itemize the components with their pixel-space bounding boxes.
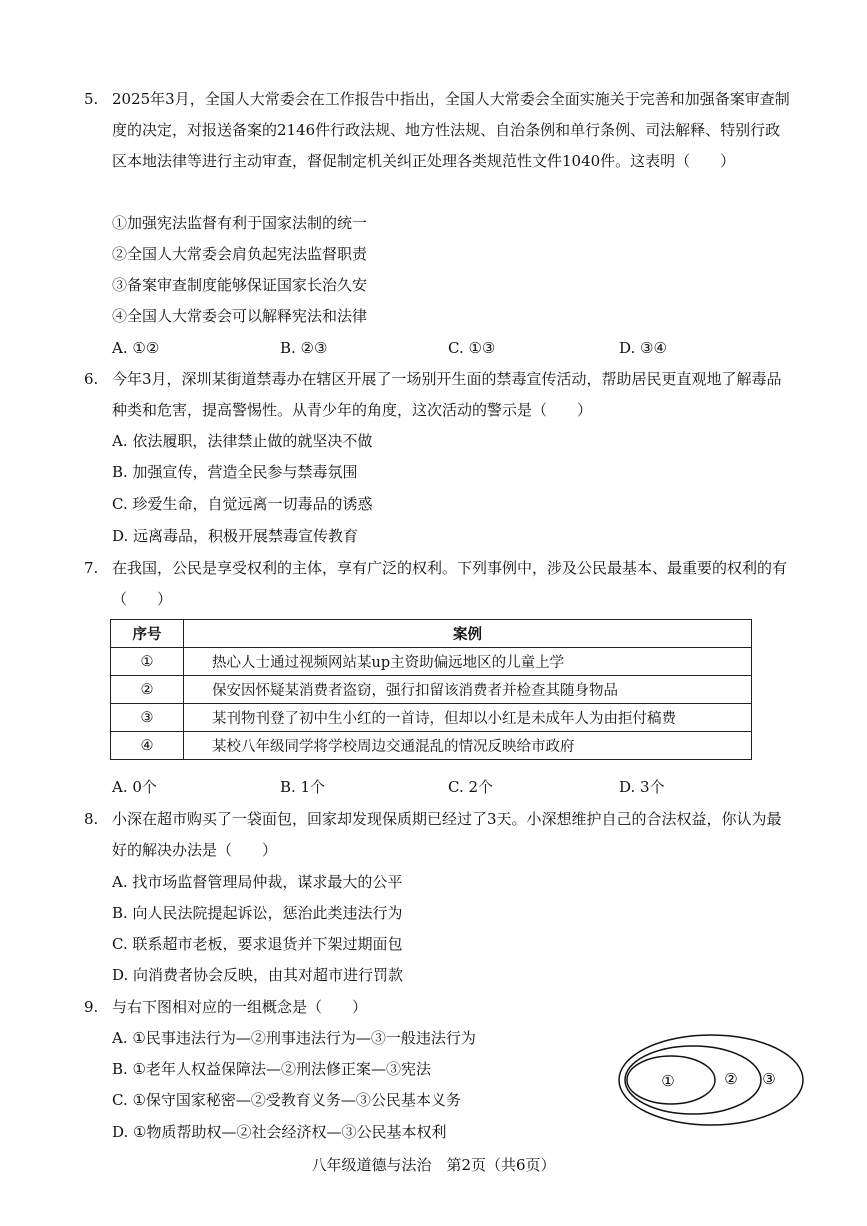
- question-9: [84, 992, 794, 1023]
- question-stem: 小深在超市购买了一袋面包，回家却发现保质期已经过了3天。小深想维护自己的合法权益，你认为最好的解决办法是（ ）: [112, 810, 782, 859]
- question-6: [84, 364, 794, 426]
- option-c[interactable]: C. ①保守国家秘密—②受教育义务—③公民基本义务: [112, 1091, 461, 1109]
- middle-ellipse: [625, 1046, 761, 1114]
- table-row: [111, 676, 752, 704]
- option-a[interactable]: A. 依法履职，法律禁止做的就坚决不做: [112, 432, 373, 450]
- column-header-number: 序号: [111, 620, 184, 648]
- question-7: [84, 553, 794, 615]
- question-stem: 与右下图相对应的一组概念是（ ）: [112, 998, 368, 1016]
- column-header-case: 案例: [184, 620, 752, 648]
- question-5: [84, 84, 794, 177]
- option-a[interactable]: A. 找市场监督管理局仲裁，谋求最大的公平: [112, 873, 403, 891]
- question-stem: 2025年3月，全国人大常委会在工作报告中指出，全国人大常委会全面实施关于完善和加强备案审查制度的决定，对报送备案的2146件行政法规、地方性法规、自治条例和单行条例、司法解释、特别行政区本地法律等进行主动审查，督促制定机关纠正处理各类规范性文件1040件。这表明（ ）: [112, 90, 790, 170]
- option-c[interactable]: C. ①③: [448, 339, 496, 357]
- row-number: ②: [111, 676, 184, 704]
- option-c[interactable]: C. 2个: [448, 778, 494, 796]
- option-b[interactable]: B. ①老年人权益保障法—②刑法修正案—③宪法: [112, 1060, 432, 1078]
- table-header-row: [111, 620, 752, 648]
- option-a[interactable]: A. 0个: [112, 778, 157, 796]
- table-row: [111, 704, 752, 732]
- option-c[interactable]: C. 珍爱生命，自觉远离一切毒品的诱惑: [112, 495, 373, 513]
- option-d[interactable]: D. ①物质帮助权—②社会经济权—③公民基本权利: [112, 1123, 447, 1141]
- statement-2: ②全国人大常委会肩负起宪法监督职责: [112, 245, 368, 263]
- diagram-label-3: ③: [762, 1070, 776, 1088]
- options-row: [112, 772, 792, 803]
- question-number: 5.: [84, 90, 99, 108]
- question-stem: 在我国，公民是享受权利的主体，享有广泛的权利。下列事例中，涉及公民最基本、最重要的权利的有（ ）: [112, 559, 788, 608]
- option-d[interactable]: D. 远离毒品，积极开展禁毒宣传教育: [112, 527, 359, 545]
- row-case: 某校八年级同学将学校周边交通混乱的情况反映给市政府: [184, 732, 752, 760]
- option-c[interactable]: C. 联系超市老板，要求退货并下架过期面包: [112, 935, 403, 953]
- option-b[interactable]: B. 1个: [280, 778, 326, 796]
- option-b[interactable]: B. ②③: [280, 339, 328, 357]
- question-8: [84, 804, 794, 866]
- diagram-label-1: ①: [661, 1072, 675, 1090]
- option-a[interactable]: A. ①民事违法行为—②刑事违法行为—③一般违法行为: [112, 1029, 476, 1047]
- question-number: 9.: [84, 998, 99, 1016]
- option-d[interactable]: D. ③④: [619, 339, 667, 357]
- row-case: 热心人士通过视频网站某up主资助偏远地区的儿童上学: [184, 648, 752, 676]
- statement-4: ④全国人大常委会可以解释宪法和法律: [112, 307, 368, 325]
- option-b[interactable]: B. 加强宣传，营造全民参与禁毒氛围: [112, 463, 358, 481]
- row-number: ④: [111, 732, 184, 760]
- cases-table: [110, 619, 752, 760]
- question-number: 7.: [84, 559, 99, 577]
- option-b[interactable]: B. 向人民法院提起诉讼，惩治此类违法行为: [112, 904, 403, 922]
- row-number: ③: [111, 704, 184, 732]
- options-row: [112, 333, 792, 364]
- page-footer: 八年级道德与法治 第2页（共6页）: [311, 1156, 556, 1174]
- question-number: 8.: [84, 810, 99, 828]
- option-d[interactable]: D. 3个: [619, 778, 665, 796]
- table-row: [111, 648, 752, 676]
- row-case: 某刊物刊登了初中生小红的一首诗，但却以小红是未成年人为由拒付稿费: [184, 704, 752, 732]
- diagram-label-2: ②: [724, 1070, 738, 1088]
- option-a[interactable]: A. ①②: [112, 339, 160, 357]
- question-stem: 今年3月，深圳某街道禁毒办在辖区开展了一场别开生面的禁毒宣传活动，帮助居民更直观地了解毒品种类和危害，提高警惕性。从青少年的角度，这次活动的警示是（ ）: [112, 370, 782, 419]
- table-row: [111, 732, 752, 760]
- statement-3: ③备案审查制度能够保证国家长治久安: [112, 276, 368, 294]
- question-number: 6.: [84, 370, 99, 388]
- statement-1: ①加强宪法监督有利于国家法制的统一: [112, 214, 368, 232]
- row-number: ①: [111, 648, 184, 676]
- nested-ellipse-diagram: [615, 1030, 810, 1130]
- row-case: 保安因怀疑某消费者盗窃，强行扣留该消费者并检查其随身物品: [184, 676, 752, 704]
- option-d[interactable]: D. 向消费者协会反映，由其对超市进行罚款: [112, 966, 404, 984]
